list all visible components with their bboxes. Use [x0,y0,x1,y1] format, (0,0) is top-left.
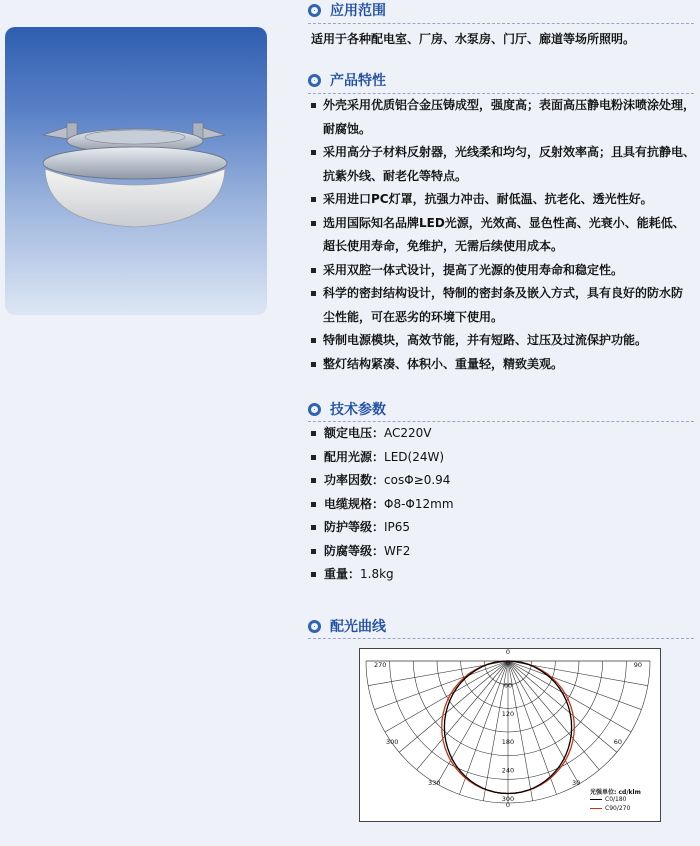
radial-tick-label: 120 [501,709,515,718]
features-list [311,94,695,376]
spec-corrosion: 防腐等级：WF2 [311,540,454,564]
spec-weight: 重量：1.8kg [311,563,454,587]
section-features-title: 产品特性 [330,73,386,89]
feature-item: 科学的密封结构设计，特制的密封条及嵌入方式，具有良好的防水防 [311,282,695,306]
section-specs-head [308,399,386,419]
section-bullet-icon [308,403,321,416]
radial-tick-label: 240 [501,766,515,775]
angle-label: 30 [572,779,581,787]
feature-item: 采用双腔一体式设计，提高了光源的使用寿命和稳定性。 [311,259,695,283]
legend-title: 光强单位: cd/klm [590,789,641,796]
angle-label: 300 [386,738,399,746]
feature-item-cont: 抗紫外线、耐老化等特点。 [323,168,468,183]
angle-label: 270 [374,661,387,669]
feature-item-cont: 耐腐蚀。 [323,121,372,136]
radial-tick-label: 300 [501,795,515,803]
feature-item: 特制电源模块，高效节能，并有短路、过压及过流保护功能。 [311,329,695,353]
feature-item: 整灯结构紧凑、体积小、重量轻，精致美观。 [311,353,695,377]
angle-label: 0 [505,801,511,809]
radial-tick-label: 60 [503,681,513,690]
specs-list [311,422,454,587]
section-bullet-icon [308,4,321,17]
angle-label: 0 [505,649,511,656]
spec-cable: 电缆规格：Φ8-Φ12mm [311,493,454,517]
feature-item: 外壳采用优质铝合金压铸成型，强度高；表面高压静电粉沫喷涂处理， [311,94,695,118]
feature-item-cont: 尘性能，可在恶劣的环境下使用。 [323,309,504,324]
angle-label: 330 [428,779,441,787]
legend-entry-c90: C90/270 [590,805,630,812]
spec-voltage: 额定电压：AC220V [311,422,454,446]
lamp-illustration [5,27,267,315]
spec-light-source: 配用光源：LED(24W) [311,446,454,470]
legend-swatch-c90 [590,808,602,809]
feature-item-cont: 超长使用寿命，免维护，无需后续使用成本。 [323,239,564,253]
spec-power-factor: 功率因数：cosΦ≥0.94 [311,469,454,493]
polar-light-distribution-chart [359,648,661,822]
section-curve-head [308,616,386,636]
section-divider [308,23,694,24]
angle-label: 90 [633,661,642,669]
section-application-head [308,0,386,20]
radial-tick-label: 180 [501,738,515,747]
feature-item: 选用国际知名品牌LED光源，光效高、显色性高、光衰小、能耗低、 [311,212,695,236]
product-photo [5,27,267,315]
radial-tick-label: 0 [505,659,511,667]
angle-label: 60 [613,738,622,746]
section-specs-title: 技术参数 [330,402,386,418]
section-bullet-icon [308,74,321,87]
legend-swatch-c0 [590,799,602,800]
section-bullet-icon [308,620,321,633]
section-features-head [308,70,386,90]
feature-item: 采用进口PC灯罩，抗强力冲击、耐低温、抗老化、透光性好。 [311,188,695,212]
application-text: 适用于各种配电室、厂房、水泵房、门厅、廊道等场所照明。 [311,32,636,46]
section-divider [308,638,694,639]
feature-item: 采用高分子材料反射器，光线柔和均匀，反射效率高；且具有抗静电、 [311,141,695,165]
legend-entry-c0: C0/180 [590,796,626,803]
spec-ip-rating: 防护等级：IP65 [311,516,454,540]
section-curve-title: 配光曲线 [330,619,386,635]
section-application-title: 应用范围 [330,3,386,19]
